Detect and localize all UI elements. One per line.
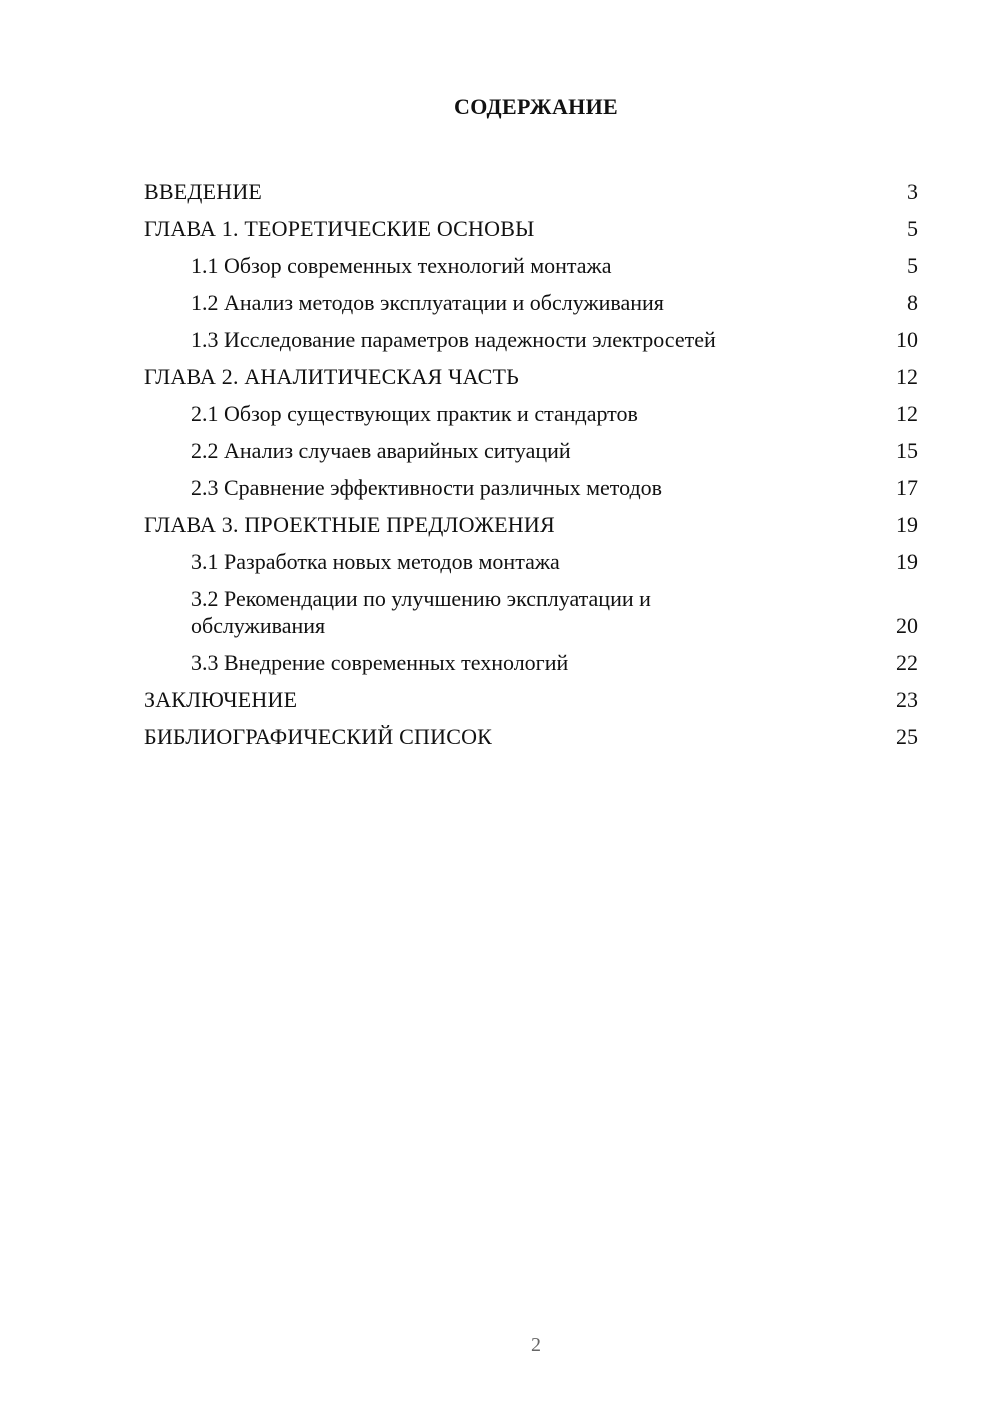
toc-entry-chapter-3[interactable] xyxy=(144,501,918,538)
table-of-contents xyxy=(144,168,918,750)
toc-entry-text: 3.3 Внедрение современных технологий xyxy=(191,650,569,675)
toc-entry-text: 1.1 Обзор современных технологий монтажа xyxy=(191,253,612,278)
toc-entry-page: 25 xyxy=(896,724,918,749)
toc-entry-chapter-1[interactable] xyxy=(144,205,918,242)
toc-entry-section-2-3[interactable] xyxy=(144,464,918,501)
toc-entry-text: 1.3 Исследование параметров надежности электросетей xyxy=(191,327,716,352)
toc-entry-page: 8 xyxy=(907,290,918,315)
toc-entry-text: 3.2 Рекомендации по улучшению эксплуатации и обслуживания xyxy=(191,586,651,638)
toc-entry-page: 19 xyxy=(896,549,918,574)
toc-entry-conclusion[interactable] xyxy=(144,676,918,713)
toc-entry-text: ГЛАВА 3. ПРОЕКТНЫЕ ПРЕДЛОЖЕНИЯ xyxy=(144,512,555,537)
toc-entry-text: ЗАКЛЮЧЕНИЕ xyxy=(144,687,298,712)
toc-entry-text: БИБЛИОГРАФИЧЕСКИЙ СПИСОК xyxy=(144,724,493,749)
toc-entry-text: ГЛАВА 2. АНАЛИТИЧЕСКАЯ ЧАСТЬ xyxy=(144,364,519,389)
toc-entry-section-1-1[interactable] xyxy=(144,242,918,279)
toc-entry-section-2-2[interactable] xyxy=(144,427,918,464)
page-number: 2 xyxy=(531,1334,541,1356)
page-title: СОДЕРЖАНИЕ xyxy=(454,94,618,119)
toc-entry-page: 15 xyxy=(896,438,918,463)
toc-entry-section-1-3[interactable] xyxy=(144,316,918,353)
toc-entry-page: 19 xyxy=(896,512,918,537)
toc-entry-page: 5 xyxy=(907,216,918,241)
toc-entry-page: 23 xyxy=(896,687,918,712)
toc-entry-text: 2.2 Анализ случаев аварийных ситуаций xyxy=(191,438,571,463)
toc-entry-page: 22 xyxy=(896,650,918,675)
toc-entry-text: 1.2 Анализ методов эксплуатации и обслуживания xyxy=(191,290,664,315)
toc-entry-page: 20 xyxy=(896,613,918,638)
toc-entry-page: 3 xyxy=(907,179,918,204)
toc-entry-page: 5 xyxy=(907,253,918,278)
toc-entry-text: ВВЕДЕНИЕ xyxy=(144,179,263,204)
toc-entry-page: 10 xyxy=(896,327,918,352)
toc-entry-section-1-2[interactable] xyxy=(144,279,918,316)
toc-entry-text: 2.3 Сравнение эффективности различных методов xyxy=(191,475,663,500)
toc-entry-section-3-2[interactable] xyxy=(144,575,918,639)
toc-entry-section-2-1[interactable] xyxy=(144,390,918,427)
toc-entry-page: 12 xyxy=(896,401,918,426)
toc-entry-section-3-3[interactable] xyxy=(144,639,918,676)
toc-entry-page: 12 xyxy=(896,364,918,389)
toc-entry-bibliography[interactable] xyxy=(144,713,918,750)
toc-entry-introduction[interactable] xyxy=(144,168,918,205)
toc-entry-page: 17 xyxy=(896,475,918,500)
toc-entry-text: ГЛАВА 1. ТЕОРЕТИЧЕСКИЕ ОСНОВЫ xyxy=(144,216,535,241)
toc-entry-text: 3.1 Разработка новых методов монтажа xyxy=(191,549,560,574)
toc-entry-text: 2.1 Обзор существующих практик и стандартов xyxy=(191,401,638,426)
toc-entry-chapter-2[interactable] xyxy=(144,353,918,390)
toc-entry-section-3-1[interactable] xyxy=(144,538,918,575)
